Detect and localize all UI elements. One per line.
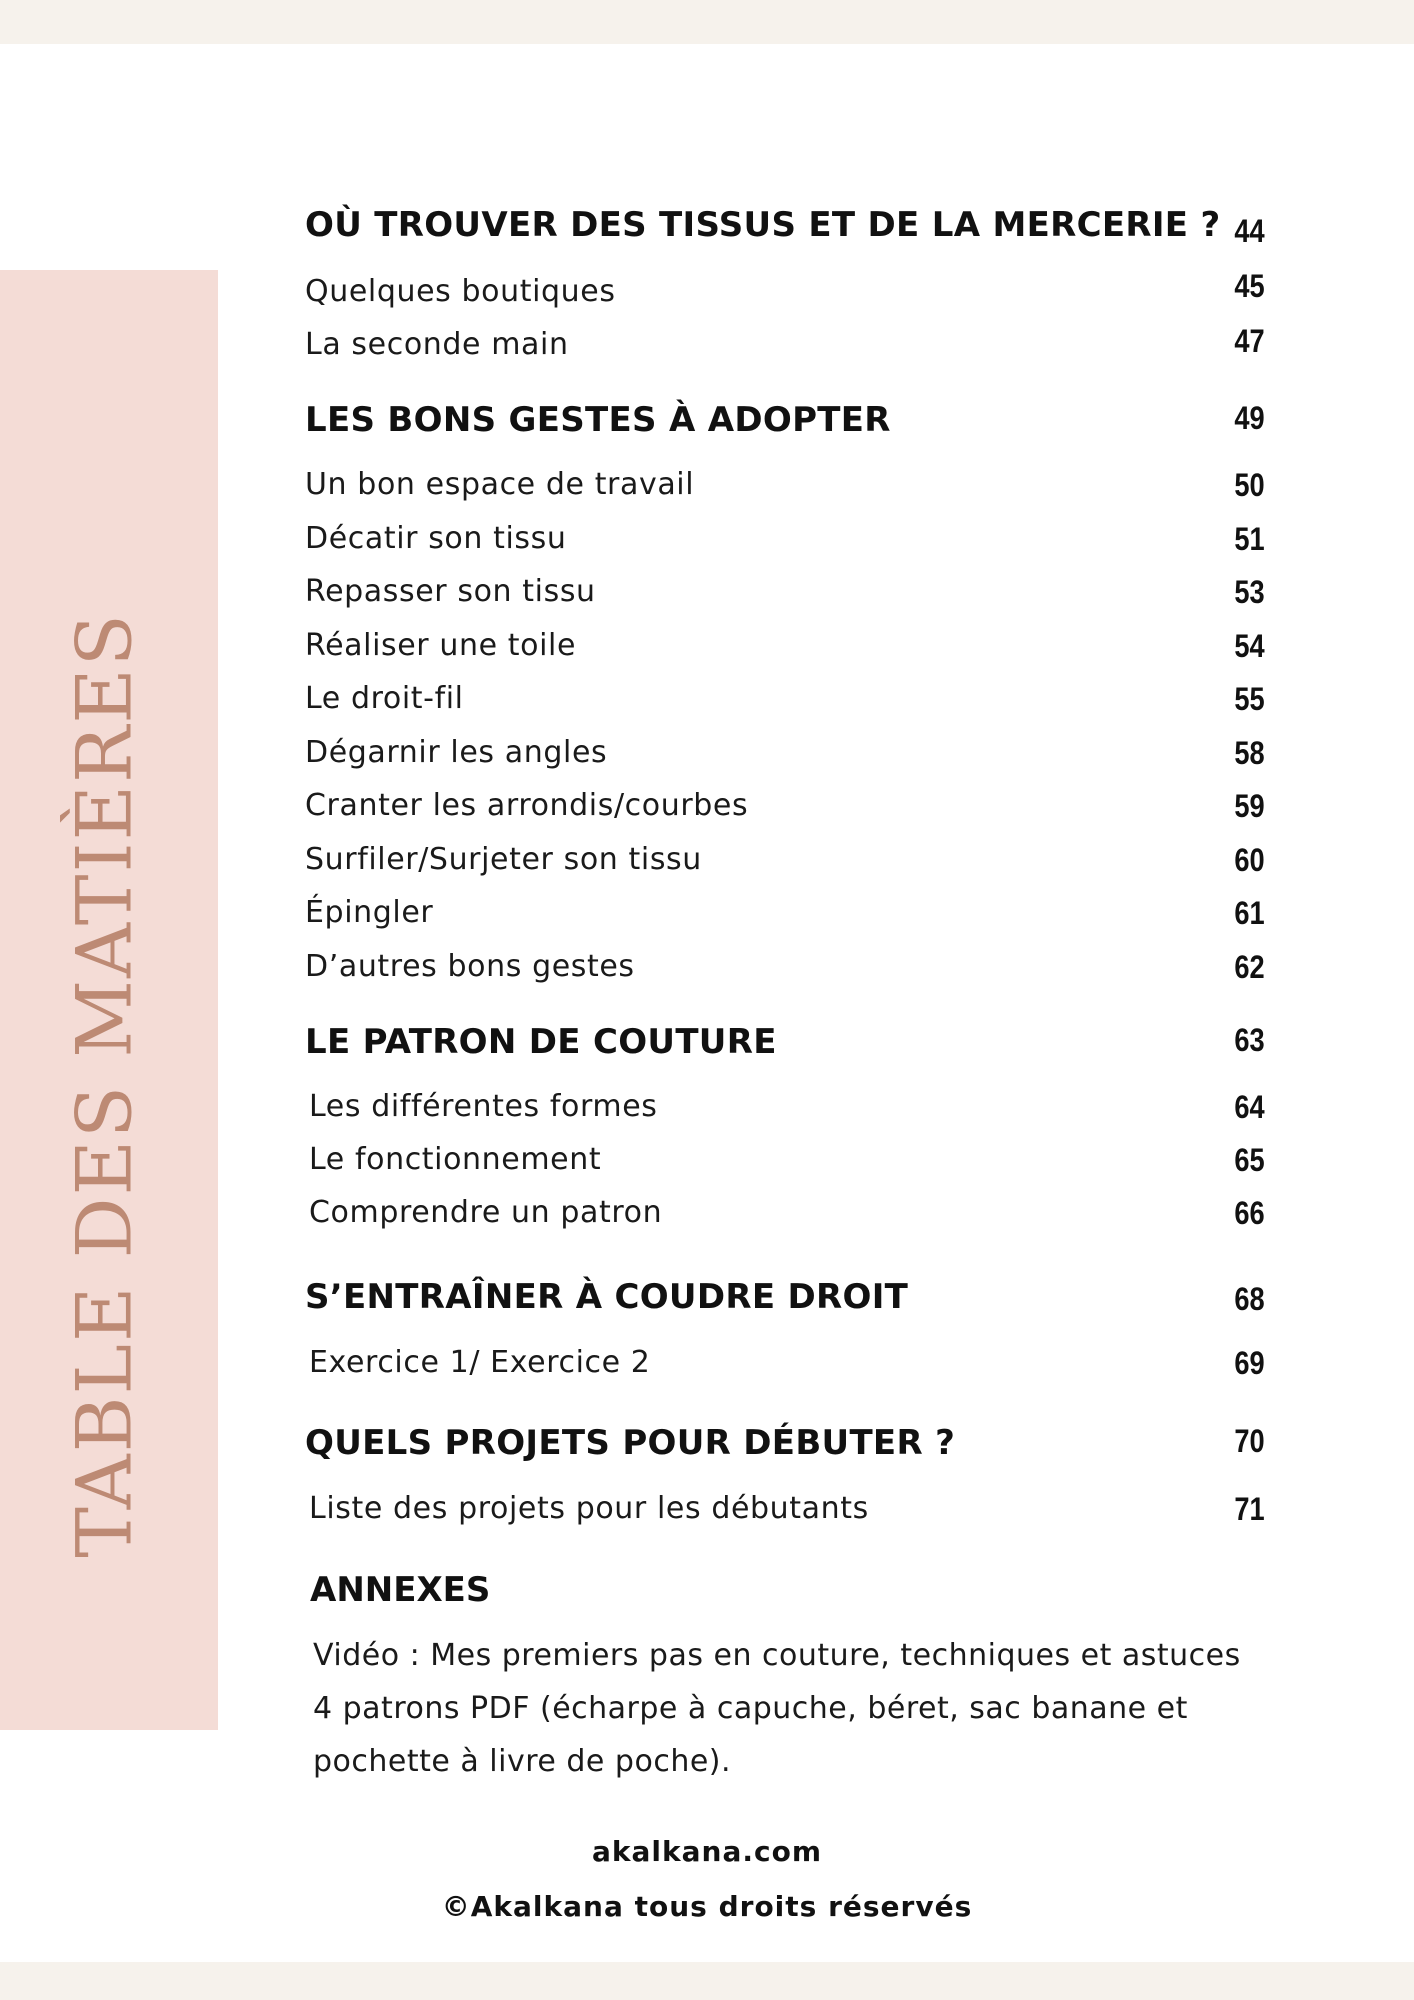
annexes-line: Vidéo : Mes premiers pas en couture, techniques et astuces bbox=[313, 1638, 1241, 1673]
toc-page-number: 59 bbox=[1234, 788, 1265, 824]
toc-page-number: 60 bbox=[1234, 842, 1265, 878]
toc-page-number: 66 bbox=[1234, 1195, 1265, 1231]
toc-item[interactable] bbox=[305, 788, 1265, 842]
toc-item-label: D’autres bons gestes bbox=[305, 949, 635, 984]
toc-page-number: 58 bbox=[1234, 735, 1265, 771]
toc-item-label: Le fonctionnement bbox=[309, 1142, 602, 1177]
toc-item[interactable] bbox=[305, 1089, 1265, 1143]
toc-item-label: La seconde main bbox=[305, 327, 569, 362]
toc-item-label: Cranter les arrondis/courbes bbox=[305, 788, 749, 823]
toc-item[interactable] bbox=[305, 467, 1265, 521]
toc-page-number: 49 bbox=[1234, 400, 1265, 436]
toc-item-label: Comprendre un patron bbox=[309, 1195, 663, 1230]
sidebar-title: TABLE DES MATIÈRES bbox=[59, 612, 149, 1558]
toc-heading-label: LES BONS GESTES À ADOPTER bbox=[305, 400, 891, 440]
toc-page-number: 68 bbox=[1234, 1281, 1265, 1317]
toc-item[interactable] bbox=[305, 681, 1265, 735]
footer-website[interactable]: akalkana.com bbox=[592, 1835, 822, 1868]
toc-heading[interactable] bbox=[305, 1022, 1265, 1076]
toc-page-number: 63 bbox=[1234, 1022, 1265, 1058]
toc-heading[interactable] bbox=[305, 205, 1265, 259]
toc-item[interactable] bbox=[305, 1195, 1265, 1249]
toc-item[interactable] bbox=[305, 1491, 1265, 1545]
toc-item[interactable] bbox=[305, 521, 1265, 575]
toc-page-number: 47 bbox=[1234, 323, 1265, 359]
toc-item[interactable] bbox=[305, 842, 1265, 896]
toc-item-label: Décatir son tissu bbox=[305, 521, 567, 556]
toc-item-label: Le droit-fil bbox=[305, 681, 464, 716]
toc-item[interactable] bbox=[305, 949, 1265, 1003]
toc-item[interactable] bbox=[305, 574, 1265, 628]
toc-item[interactable] bbox=[305, 1142, 1265, 1196]
toc-heading-label: S’ENTRAÎNER À COUDRE DROIT bbox=[305, 1277, 909, 1317]
toc-heading-label: OÙ TROUVER DES TISSUS ET DE LA MERCERIE ? bbox=[305, 205, 1221, 245]
toc-page-number: 62 bbox=[1234, 949, 1265, 985]
toc-page-number: 55 bbox=[1234, 681, 1265, 717]
annexes-line: pochette à livre de poche). bbox=[313, 1744, 732, 1779]
toc-item-label: Un bon espace de travail bbox=[305, 467, 695, 502]
toc-page-number: 65 bbox=[1234, 1142, 1265, 1178]
toc-item[interactable] bbox=[305, 1345, 1265, 1399]
toc-page-number: 71 bbox=[1234, 1491, 1265, 1527]
toc-page-number: 50 bbox=[1234, 467, 1265, 503]
toc-item-label: Quelques boutiques bbox=[305, 274, 616, 309]
toc-page-number: 54 bbox=[1234, 628, 1265, 664]
toc-page-number: 69 bbox=[1234, 1345, 1265, 1381]
toc-item-label: Repasser son tissu bbox=[305, 574, 596, 609]
toc-item-label: Réaliser une toile bbox=[305, 628, 577, 663]
toc-item[interactable] bbox=[305, 323, 1265, 381]
toc-page-number: 64 bbox=[1234, 1089, 1265, 1125]
toc-page-number: 44 bbox=[1234, 213, 1265, 249]
toc-heading[interactable] bbox=[305, 1423, 1265, 1477]
toc-heading[interactable] bbox=[305, 400, 1265, 454]
toc-page-number: 61 bbox=[1234, 895, 1265, 931]
toc-item-label: Dégarnir les angles bbox=[305, 735, 608, 770]
toc-item-label: Exercice 1/ Exercice 2 bbox=[309, 1345, 651, 1380]
toc-heading[interactable] bbox=[305, 1277, 1265, 1331]
toc-page-number: 45 bbox=[1234, 268, 1265, 304]
toc-item[interactable] bbox=[305, 628, 1265, 682]
footer-copyright: ©Akalkana tous droits réservés bbox=[441, 1890, 973, 1923]
annexes-line: 4 patrons PDF (écharpe à capuche, béret, sac banane et bbox=[313, 1691, 1188, 1726]
toc-item-label: Épingler bbox=[305, 895, 434, 930]
toc-item-label: Les différentes formes bbox=[309, 1089, 658, 1124]
toc-item[interactable] bbox=[305, 735, 1265, 789]
toc-page-number: 51 bbox=[1234, 521, 1265, 557]
toc-item-label: Surfiler/Surjeter son tissu bbox=[305, 842, 702, 877]
toc-heading-label: QUELS PROJETS POUR DÉBUTER ? bbox=[305, 1423, 956, 1463]
toc-heading-label: LE PATRON DE COUTURE bbox=[305, 1022, 777, 1062]
toc-page-number: 70 bbox=[1234, 1423, 1265, 1459]
toc-page-number: 53 bbox=[1234, 574, 1265, 610]
annexes-title: ANNEXES bbox=[310, 1570, 491, 1610]
toc-item[interactable] bbox=[305, 268, 1265, 328]
toc-item[interactable] bbox=[305, 895, 1265, 949]
toc-item-label: Liste des projets pour les débutants bbox=[309, 1491, 869, 1526]
